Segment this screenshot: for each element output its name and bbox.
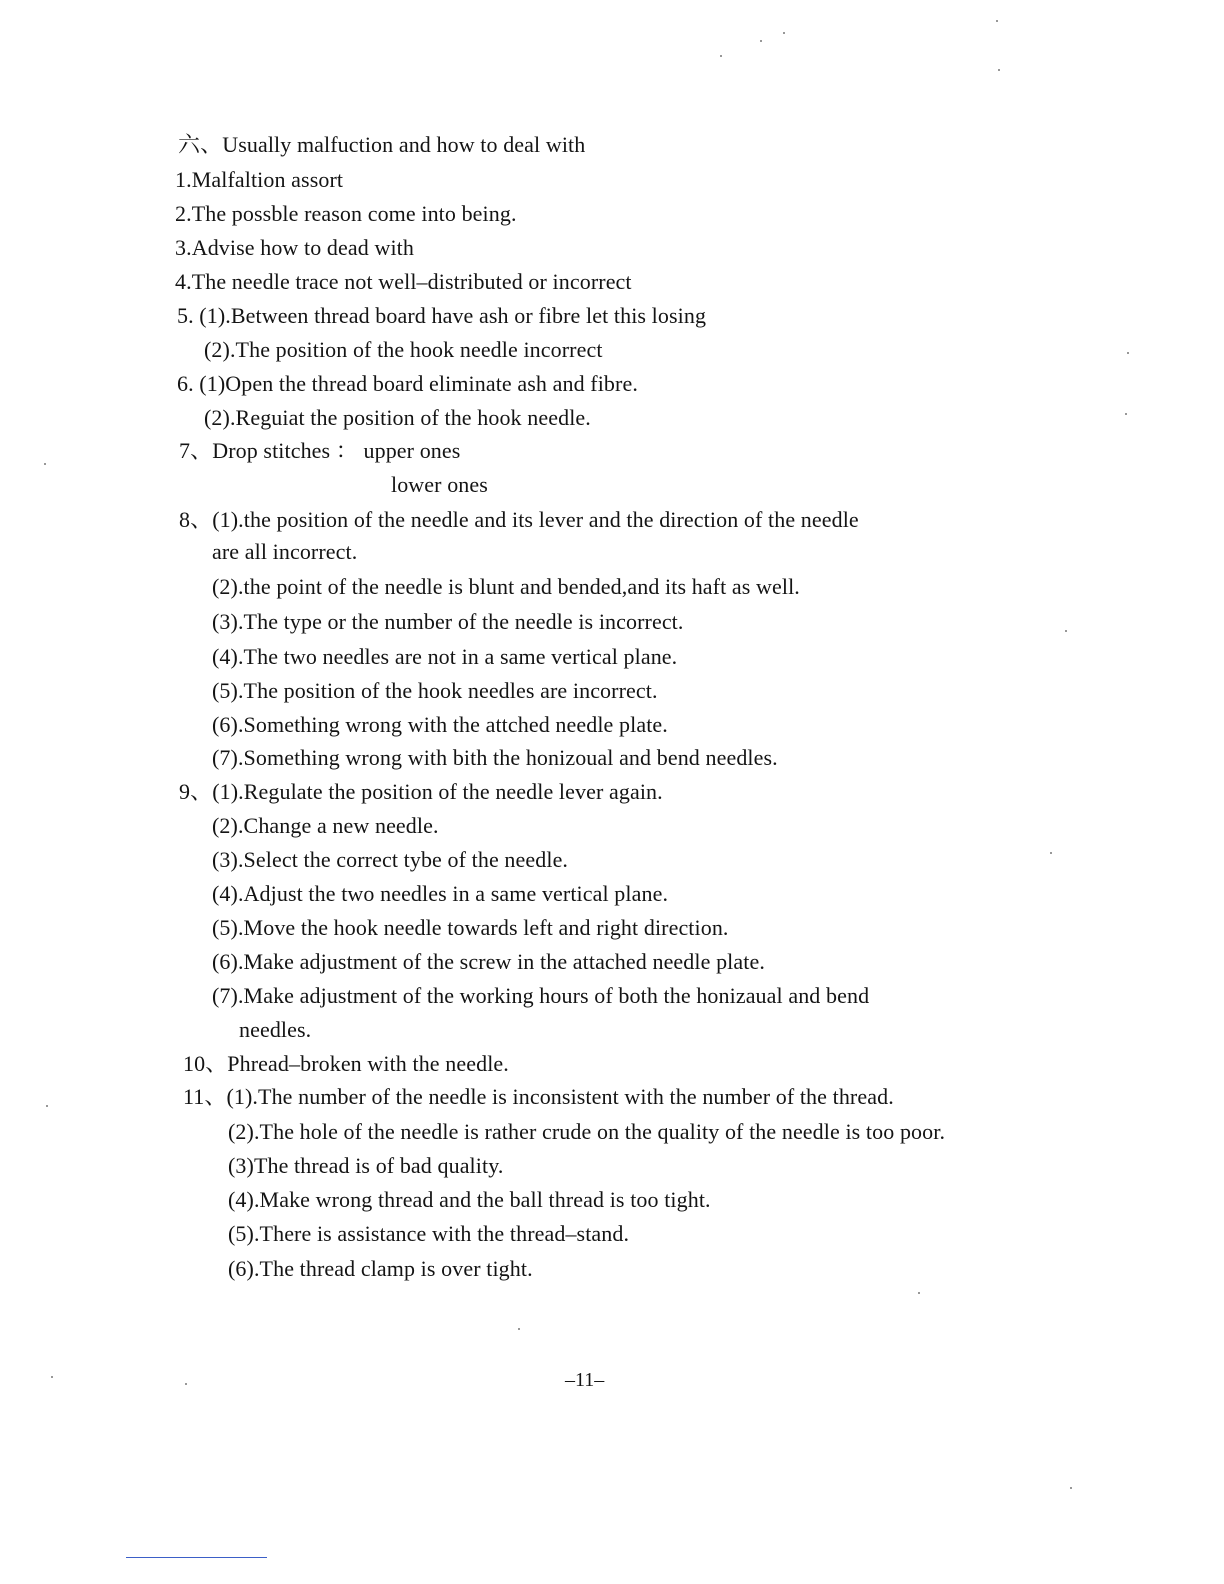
text-line: (5).The position of the hook needles are incorrect. <box>212 678 658 703</box>
page-number: –11– <box>565 1369 605 1391</box>
scan-speck <box>996 20 998 22</box>
scan-speck <box>518 1328 520 1330</box>
text-line: 10、Phread–broken with the needle. <box>183 1051 509 1076</box>
footnote-rule <box>126 1557 267 1558</box>
text-line: 4.The needle trace not well–distributed or incorrect <box>175 269 632 294</box>
text-line: 9、(1).Regulate the position of the needle lever again. <box>179 779 663 804</box>
text-line: (6).The thread clamp is over tight. <box>228 1256 533 1281</box>
section-heading: 六、Usually malfuction and how to deal with <box>178 132 586 157</box>
scan-speck <box>185 1383 187 1385</box>
text-line: 6. (1)Open the thread board eliminate ash and fibre. <box>177 371 638 396</box>
text-line: (2).Change a new needle. <box>212 813 439 838</box>
scan-speck <box>1127 352 1129 354</box>
text-line: (4).Make wrong thread and the ball thread is too tight. <box>228 1187 711 1212</box>
text-line: (2).Reguiat the position of the hook needle. <box>204 405 591 430</box>
text-line: (2).the point of the needle is blunt and bended,and its haft as well. <box>212 574 800 599</box>
text-line: 7、Drop stitches ： upper ones <box>179 438 461 463</box>
scan-speck <box>46 1105 48 1107</box>
text-line: 8、(1).the position of the needle and its lever and the direction of the needle <box>179 507 859 532</box>
text-line: (4).Adjust the two needles in a same vertical plane. <box>212 881 669 906</box>
text-line: (2).The hole of the needle is rather crude on the quality of the needle is too poor. <box>228 1119 946 1144</box>
text-line: lower ones <box>391 472 488 497</box>
scan-speck <box>760 40 762 42</box>
text-line: (3).The type or the number of the needle is incorrect. <box>212 609 684 634</box>
text-line: (3).Select the correct tybe of the needle. <box>212 847 569 872</box>
text-line: 11、(1).The number of the needle is inconsistent with the number of the thread. <box>183 1084 894 1109</box>
text-line: are all incorrect. <box>212 539 358 564</box>
scan-speck <box>783 32 785 34</box>
text-line: (2).The position of the hook needle incorrect <box>204 337 603 362</box>
scan-speck <box>1050 852 1052 854</box>
scan-speck <box>1065 630 1067 632</box>
text-line: (7).Something wrong with bith the honizoual and bend needles. <box>212 745 778 770</box>
scan-speck <box>918 1292 920 1294</box>
text-line: (5).There is assistance with the thread–stand. <box>228 1221 630 1246</box>
text-line: 1.Malfaltion assort <box>175 167 344 192</box>
text-line: (5).Move the hook needle towards left and right direction. <box>212 915 729 940</box>
text-line: 3.Advise how to dead with <box>175 235 414 260</box>
scan-speck <box>51 1376 53 1378</box>
text-line: 5. (1).Between thread board have ash or fibre let this losing <box>177 303 707 328</box>
text-line: (3)The thread is of bad quality. <box>228 1153 504 1178</box>
text-line: needles. <box>239 1017 312 1042</box>
text-line: (7).Make adjustment of the working hours of both the honizaual and bend <box>212 983 870 1008</box>
scan-speck <box>998 69 1000 71</box>
text-line: (6).Something wrong with the attched needle plate. <box>212 712 668 737</box>
scan-speck <box>720 55 722 57</box>
text-line: (4).The two needles are not in a same vertical plane. <box>212 644 678 669</box>
scan-speck <box>1070 1487 1072 1489</box>
text-line: (6).Make adjustment of the screw in the attached needle plate. <box>212 949 765 974</box>
scan-speck <box>1125 413 1127 415</box>
scan-speck <box>44 463 46 465</box>
text-line: 2.The possble reason come into being. <box>175 201 517 226</box>
